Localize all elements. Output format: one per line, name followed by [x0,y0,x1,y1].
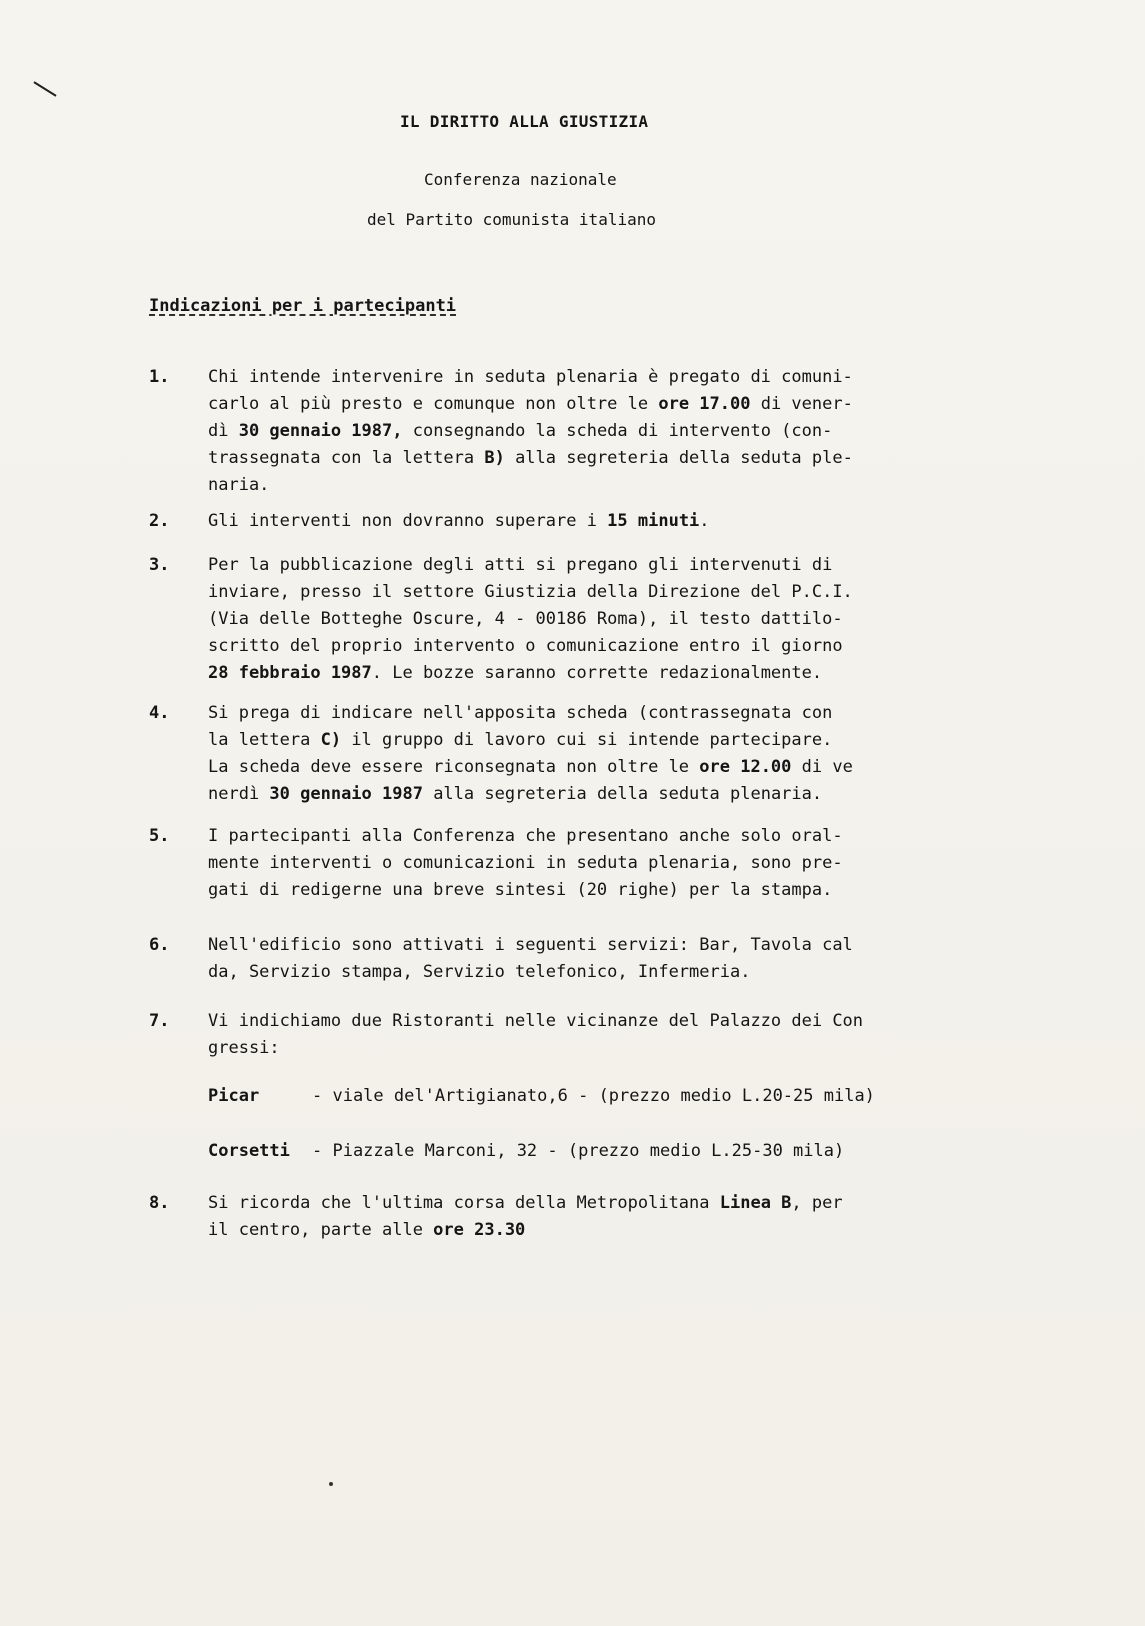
item-number: 2. [149,511,170,531]
text-line: Si ricorda che l'ultima corsa della Metropolitana Linea B, per [208,1193,843,1213]
text-line: Per la pubblicazione degli atti si pregano gli intervenuti di [208,555,833,575]
item-number: 1. [149,367,170,387]
bold-text: 28 febbraio 1987 [208,663,372,683]
text-line: carlo al più presto e comunque non oltre le ore 17.00 di vener- [208,394,853,414]
bold-text: Linea B [719,1193,792,1213]
bold-text: 30 gennaio 1987, [238,421,403,441]
restaurant-name: Corsetti [208,1141,290,1161]
bold-text: B) [484,448,505,468]
text-line: trassegnata con la lettera B) alla segreteria della seduta ple- [208,448,853,468]
text-line: 28 febbraio 1987. Le bozze saranno corrette redazionalmente. [208,663,823,683]
item-number: 7. [149,1011,170,1031]
text-line: Si prega di indicare nell'apposita scheda (contrassegnata con [208,703,833,723]
restaurant-picar [208,1083,875,1110]
text-line: Nell'edificio sono attivati i seguenti servizi: Bar, Tavola cal [208,935,853,955]
item-text [208,1190,943,1244]
text-line: (Via delle Botteghe Oscure, 4 - 00186 Roma), il testo dattilo- [208,609,843,629]
party-subtitle: del Partito comunista italiano [367,210,656,229]
bold-text: ore 17.00 [658,394,751,414]
restaurant-details: - viale del'Artigianato,6 - (prezzo medio L.20-25 mila) [312,1086,875,1106]
text-line: dì 30 gennaio 1987, consegnando la scheda di intervento (con- [208,421,833,441]
text-line: la lettera C) il gruppo di lavoro cui si intende partecipare. [208,730,833,750]
bold-text: ore 12.00 [699,757,792,777]
text-line: inviare, presso il settore Giustizia della Direzione del P.C.I. [208,582,853,602]
bold-text: ore 23.30 [433,1220,526,1240]
text-line: scritto del proprio intervento o comunicazione entro il giorno [208,636,843,656]
restaurant-corsetti [208,1138,844,1165]
text-line: Vi indichiamo due Ristoranti nelle vicinanze del Palazzo dei Con [208,1011,864,1031]
document-title: IL DIRITTO ALLA GIUSTIZIA [400,112,649,131]
text-line: La scheda deve essere riconsegnata non oltre le ore 12.00 di ve [208,757,853,777]
bold-text: 15 minuti [607,511,700,531]
text-line: mente interventi o comunicazioni in seduta plenaria, sono pre- [208,853,843,873]
text-line: naria. [208,475,270,495]
conference-subtitle: Conferenza nazionale [424,170,617,189]
item-text [208,823,943,904]
item-text [208,552,943,687]
restaurant-name: Picar [208,1086,260,1106]
item-number: 6. [149,935,170,955]
item-number: 4. [149,703,170,723]
bold-text: 30 gennaio 1987 [269,784,423,804]
ink-dot [329,1482,333,1486]
pen-mark [33,81,56,96]
item-number: 3. [149,555,170,575]
item-text [208,508,943,535]
text-line: il centro, parte alle ore 23.30 [208,1220,526,1240]
text-line: nerdì 30 gennaio 1987 alla segreteria della seduta plenaria. [208,784,823,804]
bold-text: C) [320,730,342,750]
text-line: gati di redigerne una breve sintesi (20 righe) per la stampa. [208,880,833,900]
section-heading: Indicazioni per i partecipanti [149,296,457,316]
item-text [208,932,943,986]
text-line: da, Servizio stampa, Servizio telefonico, Infermeria. [208,962,751,982]
item-number: 8. [149,1193,170,1213]
text-line: gressi: [208,1038,280,1058]
item-text [208,1008,943,1062]
item-text [208,700,943,808]
item-number: 5. [149,826,170,846]
text-line: Gli interventi non dovranno superare i 15 minuti. [208,511,710,531]
text-line: Chi intende intervenire in seduta plenaria è pregato di comuni- [208,367,853,387]
item-text [208,364,943,499]
text-line: I partecipanti alla Conferenza che presentano anche solo oral- [208,826,843,846]
restaurant-details: - Piazzale Marconi, 32 - (prezzo medio L.25-30 mila) [312,1141,845,1161]
